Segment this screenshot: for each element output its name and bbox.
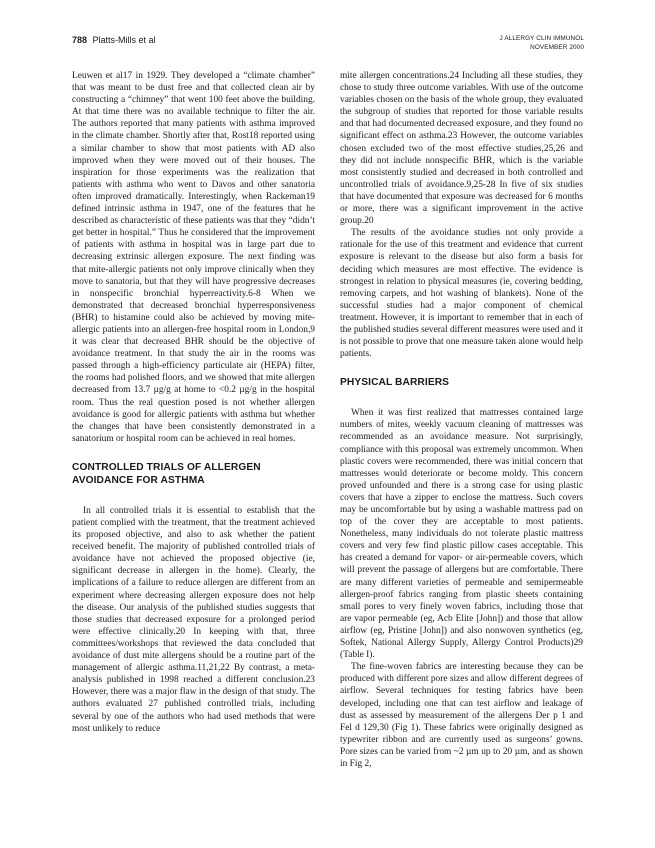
left-column (72, 70, 315, 735)
running-header-left (72, 35, 156, 45)
journal-name: J ALLERGY CLIN IMMUNOL (499, 35, 584, 42)
body-paragraph: mite allergen concentrations.24 Including all these studies, they chose to study three outcome variables. With use of the outcome variables chosen on the basis of the whole group, they evaluated the subgroup of studies that reported for those variable results and that had documented decreased exposure, and they found no significant effect on asthma.23 However, the outcome variables chosen excluded two of the most effective studies,25,26 and they did not include nonspecific BHR, which is the variable most consistently studied and decreased in both controlled and uncontrolled trials of avoidance.9,25-28 In five of six studies that have documented that exposure was decreased for 6 months or more, there was a significant improvement in the active group.20 (340, 71, 583, 227)
body-paragraph: When it was first realized that mattresses contained large numbers of mites, weekly vacuum cleaning of mattresses was recommended as an avoidance measure. Not surprisingly, compliance with this proposal was extremely uncommon. When plastic covers were recommended, there was initial concern that mattresses would deteriorate or become moldy. This concern proved unfounded and there is a strong case for using plastic covers that have a zipper to enclose the mattress. Such covers may be uncomfortable but by using a washable mattress pad on top of the cover they are acceptable to most patients. Nonetheless, many individuals do not tolerate plastic mattress covers and very few find plastic pillow cases acceptable. This has created a demand for vapor- or air-permeable covers, which will prevent the passage of allergens but are comfortable. There are many different varieties of permeable and semipermeable allergen-proof fabrics ranging from plastic sheets containing small pores to very finely woven fabrics, including those that are vapor permeable (eg, Acb Elite [John]) and those that allow airflow (eg, Pristine [John]) and also nonwoven synthetics (eg, Softek, National Allergy Supply, Allergy Control Products)29 (Table I). (340, 408, 583, 661)
page-number: 788 (72, 35, 88, 45)
body-paragraph: Leuwen et al17 in 1929. They developed a “climate chamber” that was meant to be dust free and that collected clean air by constructing a “chimney” that went 100 feet above the building. At that time there was no available technique to filter the air. The authors reported that many patients with asthma improved in the climate chamber. Shortly after that, Rost18 reported using a similar chamber to show that most patients with AD also improved when they were moved out of their houses. The inspiration for those experiments was the realization that patients with asthma who went to Davos and other sanatoria often improved dramatically. Interestingly, when Rackeman19 defined intrinsic asthma in 1947, one of the features that he described as characteristic of these patients was that they “didn’t get better in hospital.” Thus he considered that the improvement of patients with asthma in hospital was in large part due to decreasing extrinsic allergen exposure. The next finding was that mite-allergic patients not only improve clinically when they move to sanatoria, but that they will have progressive decreases in nonspecific bronchial hyperreactivity.6-8 When we demonstrated that decreased bronchial hyperresponsiveness (BHR) to histamine could also be achieved by moving mite-allergic patients into an allergen-free hospital room in London,9 it was clear that decreased BHR should be the objective of avoidance treatment. In that study the air in the rooms was passed through a high-efficiency particulate air (HEPA) filter, the rooms had polished floors, and we showed that mite allergen decreased from 13.7 µg/g at home to <0.2 µg/g in the hospital room. Thus the real question posed is not whether allergen avoidance is good for allergic patients with asthma but whether the changes that have been consistently demonstrated in a sanatorium or hospital room can be achieved in real homes. (72, 71, 315, 444)
right-column (340, 70, 583, 770)
body-paragraph: In all controlled trials it is essential to establish that the patient complied with the treatment, that the treatment achieved its proposed objective, and also to ask whether the patient received benefit. The majority of published controlled trials of avoidance have not achieved the proposed objective (ie, significant decrease in allergen in the home). Clearly, the implications of a failure to reduce allergen are different from an experiment where decreasing allergen exposure does not help the disease. Our analysis of the published studies suggests that those studies that decreased exposure for a prolonged period were effective clinically.20 In keeping with that, three committees/workshops that reviewed the data concluded that avoidance of dust mite allergens should be a routine part of the management of allergic asthma.11,21,22 By contrast, a meta-analysis published in 1998 reached a different conclusion.23 However, there was a major flaw in the design of that study. The authors evaluated 27 published controlled trials, including several by one of the authors who had used methods that were most unlikely to reduce (72, 505, 315, 734)
body-paragraph: The results of the avoidance studies not only provide a rationale for the use of this treatment and evidence that current exposure is relevant to the disease but also form a basis for deciding which measures are most effective. The evidence is strongest in relation to physical measures (ie, covering bedding, removing carpets, and hot washing of blankets). None of the successful studies had a major component of chemical treatment. However, it is important to remember that in each of the published studies several different measures were used and it is not possible to prove that one measure taken alone would help patients. (340, 228, 583, 360)
section-heading-physical-barriers: PHYSICAL BARRIERS (340, 377, 450, 389)
section-heading-controlled-trials: CONTROLLED TRIALS OF ALLERGEN AVOIDANCE FOR ASTHMA (72, 461, 261, 486)
running-header-authors: Platts-Mills et al (92, 35, 156, 45)
running-header-right (500, 35, 584, 52)
issue-date: NOVEMBER 2000 (530, 43, 584, 51)
body-paragraph: The fine-woven fabrics are interesting because they can be produced with different pore sizes and allow different degrees of airflow. Several techniques for testing fabrics have been developed, including one that can test airflow and leakage of dust as assessed by measurement of the allergens Der p 1 and Fel d 129,30 (Fig 1). These fabrics were originally designed as typewriter ribbon and are currently used as surgeons’ gowns. Pore sizes can be varied from ~2 µm up to 20 µm, and as shown in Fig 2, (340, 662, 583, 769)
